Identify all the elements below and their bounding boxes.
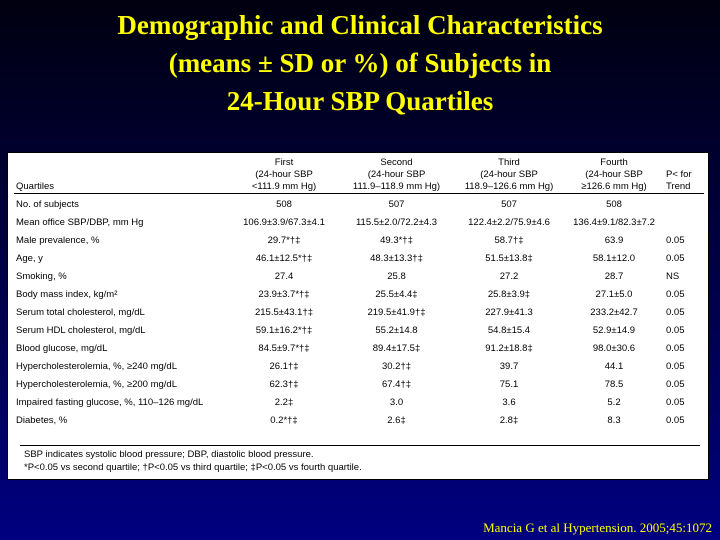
cell-label: Serum HDL cholesterol, mg/dL	[16, 325, 146, 336]
cell-trend: 0.05	[666, 325, 685, 336]
header-second-2: (24-hour SBP	[367, 169, 426, 180]
cell-label: Impaired fasting glucose, %, 110–126 mg/dL	[16, 397, 204, 408]
cell-first: 27.4	[274, 271, 294, 282]
cell-first: 2.2‡	[274, 397, 294, 408]
cell-third: 51.5±13.8‡	[485, 253, 533, 264]
characteristics-table	[14, 157, 704, 430]
cell-trend: 0.05	[666, 361, 685, 372]
table-body	[14, 157, 704, 430]
table-row	[14, 358, 704, 376]
header-trend-2: Trend	[666, 181, 691, 192]
cell-label: Mean office SBP/DBP, mm Hg	[16, 217, 144, 228]
cell-third: 3.6	[502, 397, 516, 408]
cell-label: No. of subjects	[16, 199, 79, 210]
table-row	[14, 394, 704, 412]
cell-trend: 0.05	[666, 235, 685, 246]
cell-fourth: 5.2	[607, 397, 621, 408]
cell-label: Diabetes, %	[16, 415, 68, 426]
header-second-3: 111.9–118.9 mm Hg)	[352, 181, 441, 192]
cell-second: 49.3*†‡	[380, 235, 413, 246]
cell-label: Blood glucose, mg/dL	[16, 343, 108, 354]
table-header-row-2	[14, 169, 704, 181]
table-row	[14, 412, 704, 430]
cell-third: 27.2	[499, 271, 519, 282]
cell-trend	[664, 214, 704, 232]
title-line-1: Demographic and Clinical Characteristics	[117, 10, 603, 40]
cell-third: 122.4±2.2/75.9±4.6	[468, 217, 550, 228]
cell-third: 39.7	[499, 361, 519, 372]
table-row	[14, 268, 704, 286]
header-fourth-2: (24-hour SBP	[585, 169, 643, 180]
cell-second: 25.8	[387, 271, 406, 282]
cell-fourth: 58.1±12.0	[592, 253, 636, 264]
table-header-row-1	[14, 157, 704, 169]
cell-fourth: 136.4±9.1/82.3±7.2	[573, 217, 655, 228]
cell-label: Serum total cholesterol, mg/dL	[16, 307, 145, 318]
cell-first: 26.1†‡	[269, 361, 299, 372]
cell-first: 508	[276, 199, 292, 210]
cell-fourth: 8.3	[607, 415, 621, 426]
table-row	[14, 250, 704, 268]
cell-first: 62.3†‡	[269, 379, 299, 390]
header-trend-1: P< for	[666, 169, 692, 180]
cell-second: 48.3±13.3†‡	[370, 253, 423, 264]
cell-third: 25.8±3.9‡	[487, 289, 531, 300]
cell-second: 67.4†‡	[381, 379, 412, 390]
cell-second: 507	[388, 199, 405, 210]
cell-fourth: 78.5	[604, 379, 624, 390]
cell-first: 215.5±43.1†‡	[254, 307, 314, 318]
table-row	[14, 376, 704, 394]
table-header-row-3	[14, 181, 704, 194]
cell-third: 2.8‡	[499, 415, 519, 426]
title-line-2: (means ± SD or %) of Subjects in	[168, 48, 552, 78]
table-row	[14, 194, 704, 215]
slide-title	[0, 6, 720, 120]
cell-label: Hypercholesterolemia, %, ≥240 mg/dL	[16, 361, 177, 372]
cell-third: 507	[501, 199, 517, 210]
cell-fourth: 44.1	[604, 361, 624, 372]
cell-trend: 0.05	[666, 397, 685, 408]
table-panel	[7, 152, 709, 480]
cell-trend: 0.05	[666, 289, 685, 300]
cell-fourth: 27.1±5.0	[595, 289, 633, 300]
cell-second: 115.5±2.0/72.2±4.3	[355, 217, 438, 228]
header-fourth-1: Fourth	[600, 157, 628, 168]
cell-trend: 0.05	[666, 379, 685, 390]
cell-second: 30.2†‡	[381, 361, 412, 372]
cell-first: 23.9±3.7*†‡	[258, 289, 310, 300]
cell-trend: NS	[666, 271, 680, 282]
table-row	[14, 340, 704, 358]
title-line-3: 24-Hour SBP Quartiles	[226, 86, 494, 116]
header-first-2: (24-hour SBP	[255, 169, 313, 180]
cell-third: 75.1	[499, 379, 519, 390]
table-row	[14, 214, 704, 232]
cell-label: Body mass index, kg/m²	[16, 289, 118, 300]
table-row	[14, 304, 704, 322]
cell-trend: 0.05	[666, 343, 685, 354]
cell-third: 227.9±41.3	[485, 307, 533, 318]
cell-label: Hypercholesterolemia, %, ≥200 mg/dL	[16, 379, 177, 390]
header-third-1: Third	[498, 157, 520, 168]
cell-fourth: 52.9±14.9	[592, 325, 636, 336]
cell-second: 89.4±17.5‡	[372, 343, 421, 354]
header-fourth-3: ≥126.6 mm Hg)	[581, 181, 647, 192]
cell-trend	[664, 194, 704, 215]
cell-third: 58.7†‡	[494, 235, 524, 246]
header-third-2: (24-hour SBP	[480, 169, 538, 180]
header-first-1: First	[274, 157, 294, 168]
cell-first: 106.9±3.9/67.3±4.1	[243, 217, 325, 228]
cell-third: 91.2±18.8‡	[485, 343, 533, 354]
header-blank	[14, 169, 229, 181]
table-row	[14, 232, 704, 250]
cell-trend: 0.05	[666, 253, 685, 264]
cell-second: 219.5±41.9†‡	[367, 307, 426, 318]
cell-first: 59.1±16.2*†‡	[255, 325, 313, 336]
cell-first: 46.1±12.5*†‡	[255, 253, 313, 264]
cell-trend: 0.05	[666, 415, 685, 426]
cell-fourth: 28.7	[604, 271, 624, 282]
cell-first: 29.7*†‡	[267, 235, 301, 246]
table-row	[14, 322, 704, 340]
cell-label: Age, y	[16, 253, 43, 264]
table-footnotes	[20, 445, 700, 474]
header-quartiles-label: Quartiles	[16, 181, 55, 192]
header-second-1: Second	[380, 157, 413, 168]
cell-second: 2.6‡	[387, 415, 406, 426]
cell-label: Male prevalence, %	[16, 235, 100, 246]
header-first-3: <111.9 mm Hg)	[251, 181, 317, 192]
cell-second: 25.5±4.4‡	[375, 289, 418, 300]
cell-third: 54.8±15.4	[487, 325, 531, 336]
footnote-abbreviations: SBP indicates systolic blood pressure; DBP, diastolic blood pressure.	[24, 449, 314, 460]
cell-trend: 0.05	[666, 307, 685, 318]
cell-second: 3.0	[389, 397, 404, 408]
cell-label: Smoking, %	[16, 271, 67, 282]
cell-fourth: 233.2±42.7	[590, 307, 638, 318]
table-row	[14, 286, 704, 304]
header-third-3: 118.9–126.6 mm Hg)	[464, 181, 554, 192]
cell-fourth: 63.9	[604, 235, 624, 246]
citation: Mancia G et al Hypertension. 2005;45:1072	[483, 520, 712, 535]
cell-first: 0.2*†‡	[270, 415, 298, 426]
cell-second: 55.2±14.8	[375, 325, 418, 336]
cell-first: 84.5±9.7*†‡	[258, 343, 310, 354]
cell-fourth: 98.0±30.6	[592, 343, 636, 354]
cell-fourth: 508	[606, 199, 622, 210]
footnote-significance: *P<0.05 vs second quartile; †P<0.05 vs third quartile; ‡P<0.05 vs fourth quartile.	[24, 462, 362, 473]
